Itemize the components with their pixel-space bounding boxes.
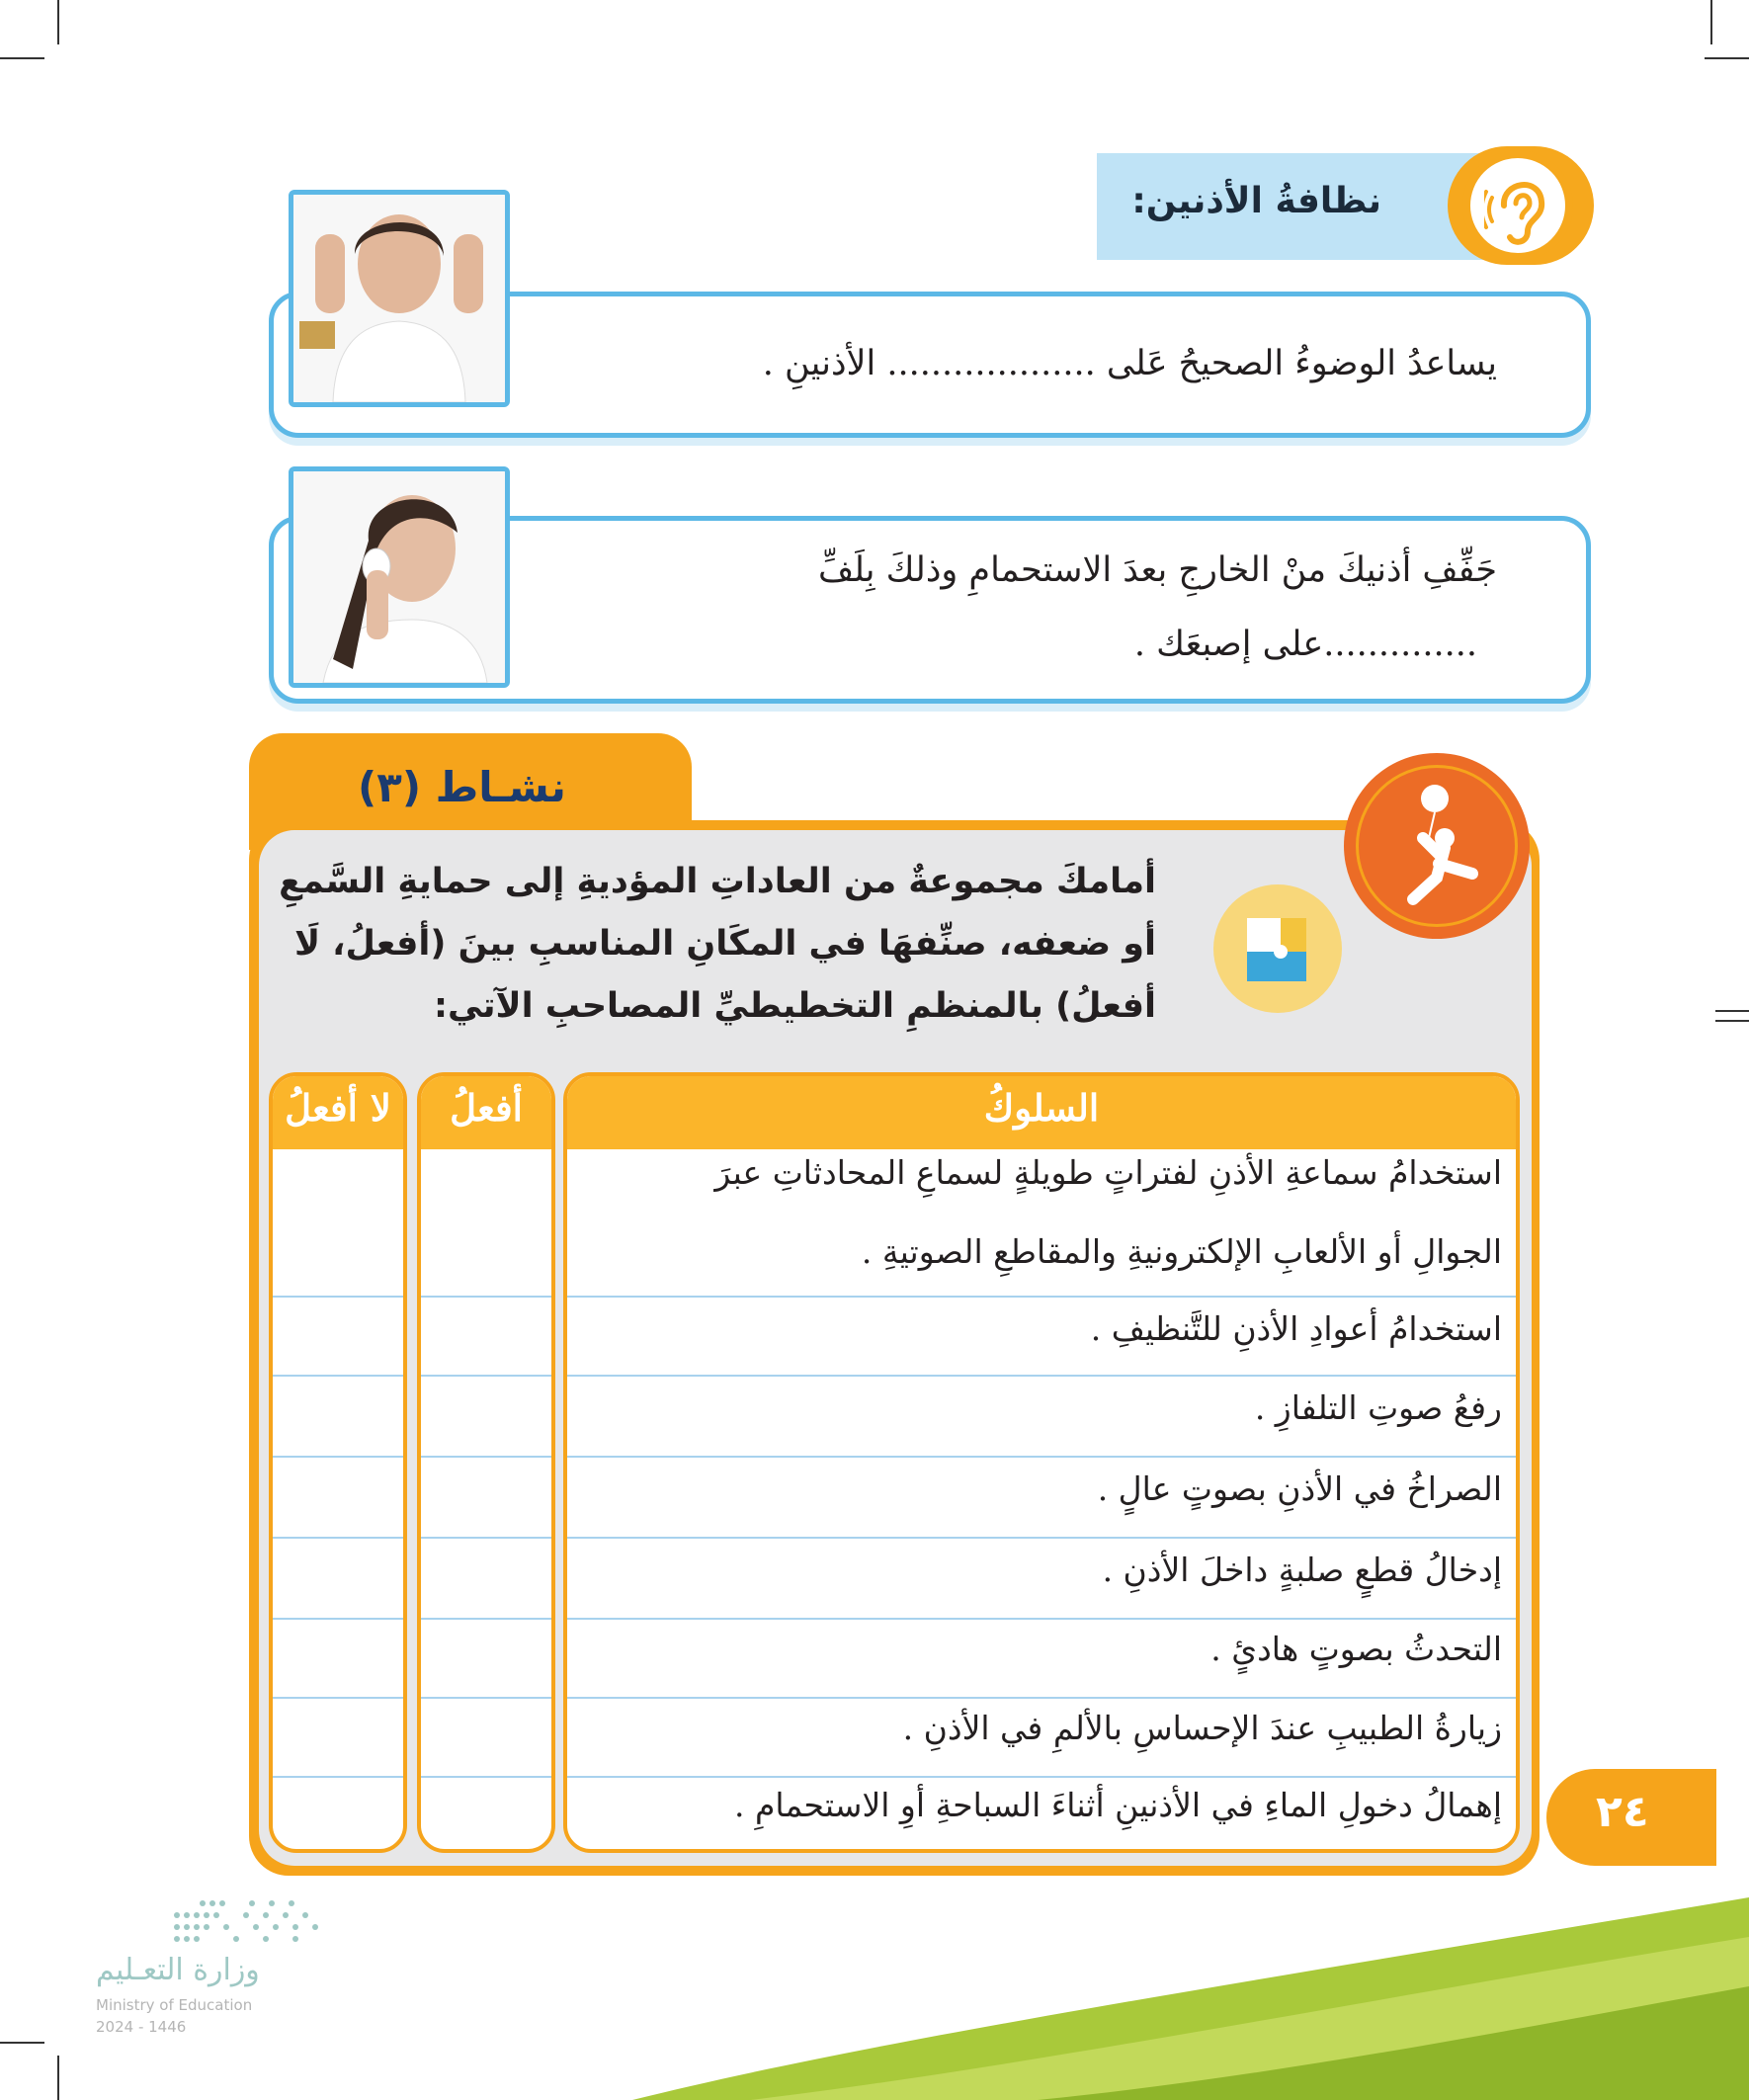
row-divider [421, 1697, 551, 1699]
ministry-name-en: Ministry of Education [96, 1996, 253, 2014]
crop-mark [1710, 0, 1712, 44]
instruction-line: أو ضعفه، صنِّفهَا في المكَانِ المناسبِ بينَ (أفعلُ، لَا [293, 924, 1156, 964]
ear-icon [1462, 150, 1573, 261]
row-divider [567, 1776, 1516, 1778]
row-divider [567, 1537, 1516, 1539]
dont-header: لا أفعلُ [273, 1076, 403, 1149]
activity-title: نشـاط (٣) [358, 763, 566, 811]
row-divider [567, 1456, 1516, 1458]
behavior-text: رفعُ صوتِ التلفازِ . [1254, 1388, 1502, 1427]
do-header: أفعلُ [421, 1076, 551, 1149]
crop-mark [1705, 57, 1749, 59]
girl-photo [289, 190, 510, 407]
page-number: ٢٤ [1596, 1787, 1649, 1837]
page-number-tab [1546, 1769, 1716, 1866]
instruction-line: أفعلُ) بالمنظمِ التخطيطيِّ المصاحبِ الآتي: [433, 986, 1156, 1026]
instruction-line: أمامكَ مجموعةٌ من العاداتِ المؤديةِ إلى حمايةِ السَّمعِ [279, 862, 1156, 901]
card-sentence: ..............على إصبعَك . [1133, 625, 1477, 664]
dont-column [269, 1072, 407, 1853]
crop-mark [0, 57, 44, 59]
row-divider [567, 1375, 1516, 1377]
ministry-year: 2024 - 1446 [96, 2018, 187, 2036]
row-divider [421, 1375, 551, 1377]
behavior-text: استخدامُ سماعةِ الأذنِ لفتراتٍ طويلةٍ لسماعِ المحادثاتِ عبرَ [714, 1153, 1502, 1192]
row-divider [421, 1776, 551, 1778]
crop-mark [1715, 1020, 1749, 1022]
ministry-name-ar: وزارة التعـليم [96, 1953, 260, 1987]
behavior-text: زيارةُ الطبيبِ عندَ الإحساسِ بالألمِ في الأذنِ . [902, 1709, 1502, 1747]
behavior-text: الصراخُ في الأذنِ بصوتٍ عالٍ . [1097, 1470, 1502, 1508]
activity-icon-ring [1356, 765, 1518, 927]
section-header [1097, 153, 1502, 260]
ministry-dots-icon [94, 1895, 321, 1951]
puzzle-icon [1213, 884, 1342, 1013]
row-divider [273, 1537, 403, 1539]
behavior-text: التحدثُ بصوتٍ هادئٍ . [1210, 1630, 1502, 1668]
row-divider [273, 1296, 403, 1298]
girl-photo [289, 466, 510, 688]
row-divider [273, 1618, 403, 1620]
row-divider [273, 1697, 403, 1699]
behavior-text: الجوالِ أو الألعابِ الإلكترونيةِ والمقاطعِ الصوتيةِ . [861, 1232, 1502, 1271]
row-divider [421, 1537, 551, 1539]
row-divider [421, 1296, 551, 1298]
row-divider [273, 1375, 403, 1377]
card-sentence: جَفِّفِ أذنيكَ منْ الخارجِ بعدَ الاستحمامِ وذلكَ بِلَفِّ [817, 550, 1497, 590]
do-column [417, 1072, 555, 1853]
behavior-column [563, 1072, 1520, 1853]
row-divider [421, 1456, 551, 1458]
behavior-text: إدخالُ قطعٍ صلبةٍ داخلَ الأذنِ . [1102, 1551, 1502, 1589]
behavior-text: إهمالُ دخولِ الماءِ في الأذنينِ أثناءَ السباحةِ أوِ الاستحمامِ . [733, 1786, 1502, 1824]
ministry-logo [94, 1895, 351, 2044]
row-divider [567, 1618, 1516, 1620]
section-title: نظافةُ الأذنين: [1131, 181, 1381, 221]
row-divider [567, 1697, 1516, 1699]
behavior-header: السلوكُ [567, 1076, 1516, 1149]
card-sentence: يساعدُ الوضوءُ الصحيحُ عَلى ................... الأذنينِ . [762, 344, 1497, 383]
row-divider [273, 1776, 403, 1778]
row-divider [273, 1456, 403, 1458]
crop-mark [57, 0, 59, 44]
row-divider [567, 1296, 1516, 1298]
row-divider [421, 1618, 551, 1620]
crop-mark [1715, 1010, 1749, 1012]
behavior-text: استخدامُ أعوادِ الأذنِ للتَّنظيفِ . [1090, 1309, 1502, 1348]
